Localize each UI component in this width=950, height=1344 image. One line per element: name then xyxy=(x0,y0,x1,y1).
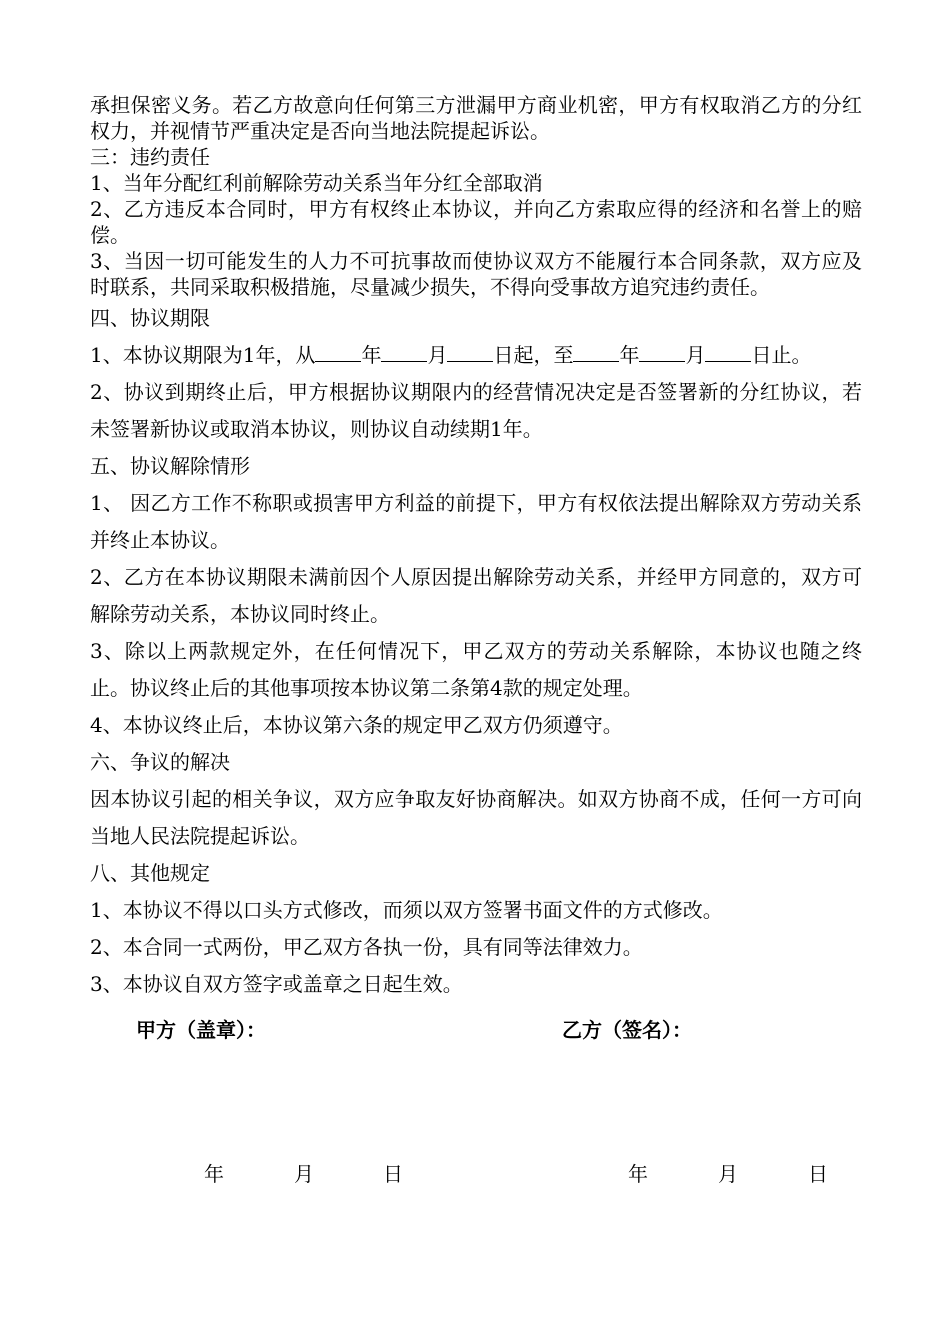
section-5-heading: 五、协议解除情形 xyxy=(90,454,250,478)
blank-start-year xyxy=(315,341,361,362)
section-4-heading: 四、协议期限 xyxy=(90,306,210,330)
term-month-label: 月 xyxy=(427,343,448,367)
blank-end-month xyxy=(639,341,685,362)
section-5-item-3: 3、除以上两款规定外，在任何情况下，甲乙双方的劳动关系解除，本协议也随之终止。协议终止后的其他事项按本协议第二条第4款的规定处理。 xyxy=(90,639,862,700)
section-8-item-3: 3、本协议自双方签字或盖章之日起生效。 xyxy=(90,972,463,996)
section-3-heading: 三：违约责任 xyxy=(90,145,210,169)
section-5-item-4: 4、本协议终止后，本协议第六条的规定甲乙双方仍须遵守。 xyxy=(90,713,623,737)
party-b-signature-label: 乙方（签名）： xyxy=(562,1018,692,1042)
party-a-day-label: 日 xyxy=(383,1162,403,1186)
section-3-item-3: 3、当因一切可能发生的人力不可抗事故而使协议双方不能履行本合同条款，双方应及时联系，共同采取积极措施，尽量减少损失，不得向受事故方追究违约责任。 xyxy=(90,249,862,299)
party-b-day-label: 日 xyxy=(808,1162,828,1186)
term-end-month-label: 月 xyxy=(685,343,706,367)
section-5-item-2: 2、乙方在本协议期限未满前因个人原因提出解除劳动关系，并经甲方同意的，双方可解除劳动关系，本协议同时终止。 xyxy=(90,565,862,626)
party-b-month-label: 月 xyxy=(718,1162,738,1186)
section-3-item-2: 2、乙方违反本合同时，甲方有权终止本协议，并向乙方索取应得的经济和名誉上的赔偿。 xyxy=(90,197,862,247)
section-8-item-2: 2、本合同一式两份，甲乙双方各执一份，具有同等法律效力。 xyxy=(90,935,643,959)
section-6-heading: 六、争议的解决 xyxy=(90,750,230,774)
section-4-item-2: 2、协议到期终止后，甲方根据协议期限内的经营情况决定是否签署新的分红协议，若未签署新协议或取消本协议，则协议自动续期1年。 xyxy=(90,380,862,441)
term-text-to: 日起，至 xyxy=(493,343,574,367)
section-8-item-1: 1、本协议不得以口头方式修改，而须以双方签署书面文件的方式修改。 xyxy=(90,898,723,922)
party-a-signature-label: 甲方（盖章）： xyxy=(136,1018,266,1042)
blank-start-month xyxy=(381,341,427,362)
confidentiality-paragraph: 承担保密义务。若乙方故意向任何第三方泄漏甲方商业机密，甲方有权取消乙方的分红权力，并视情节严重决定是否向当地法院提起诉讼。 xyxy=(90,93,862,143)
party-b-year-label: 年 xyxy=(628,1162,648,1186)
term-end-year-label: 年 xyxy=(619,343,640,367)
blank-end-year xyxy=(573,341,619,362)
party-a-month-label: 月 xyxy=(294,1162,314,1186)
section-5-item-1: 1、 因乙方工作不称职或损害甲方利益的前提下，甲方有权依法提出解除双方劳动关系并终止本协议。 xyxy=(90,491,862,552)
section-6-text: 因本协议引起的相关争议，双方应争取友好协商解决。如双方协商不成，任何一方可向当地人民法院提起诉讼。 xyxy=(90,787,862,848)
section-4-item-1 xyxy=(90,337,862,374)
section-3-item-1: 1、当年分配红利前解除劳动关系当年分红全部取消 xyxy=(90,171,543,195)
term-year-label: 年 xyxy=(361,343,382,367)
term-text-start: 1、本协议期限为1年，从 xyxy=(90,343,316,367)
section-8-heading: 八、其他规定 xyxy=(90,861,210,885)
blank-start-day xyxy=(447,341,493,362)
term-text-end: 日止。 xyxy=(751,343,812,367)
blank-end-day xyxy=(705,341,751,362)
party-a-year-label: 年 xyxy=(204,1162,224,1186)
agreement-body xyxy=(90,92,862,1003)
